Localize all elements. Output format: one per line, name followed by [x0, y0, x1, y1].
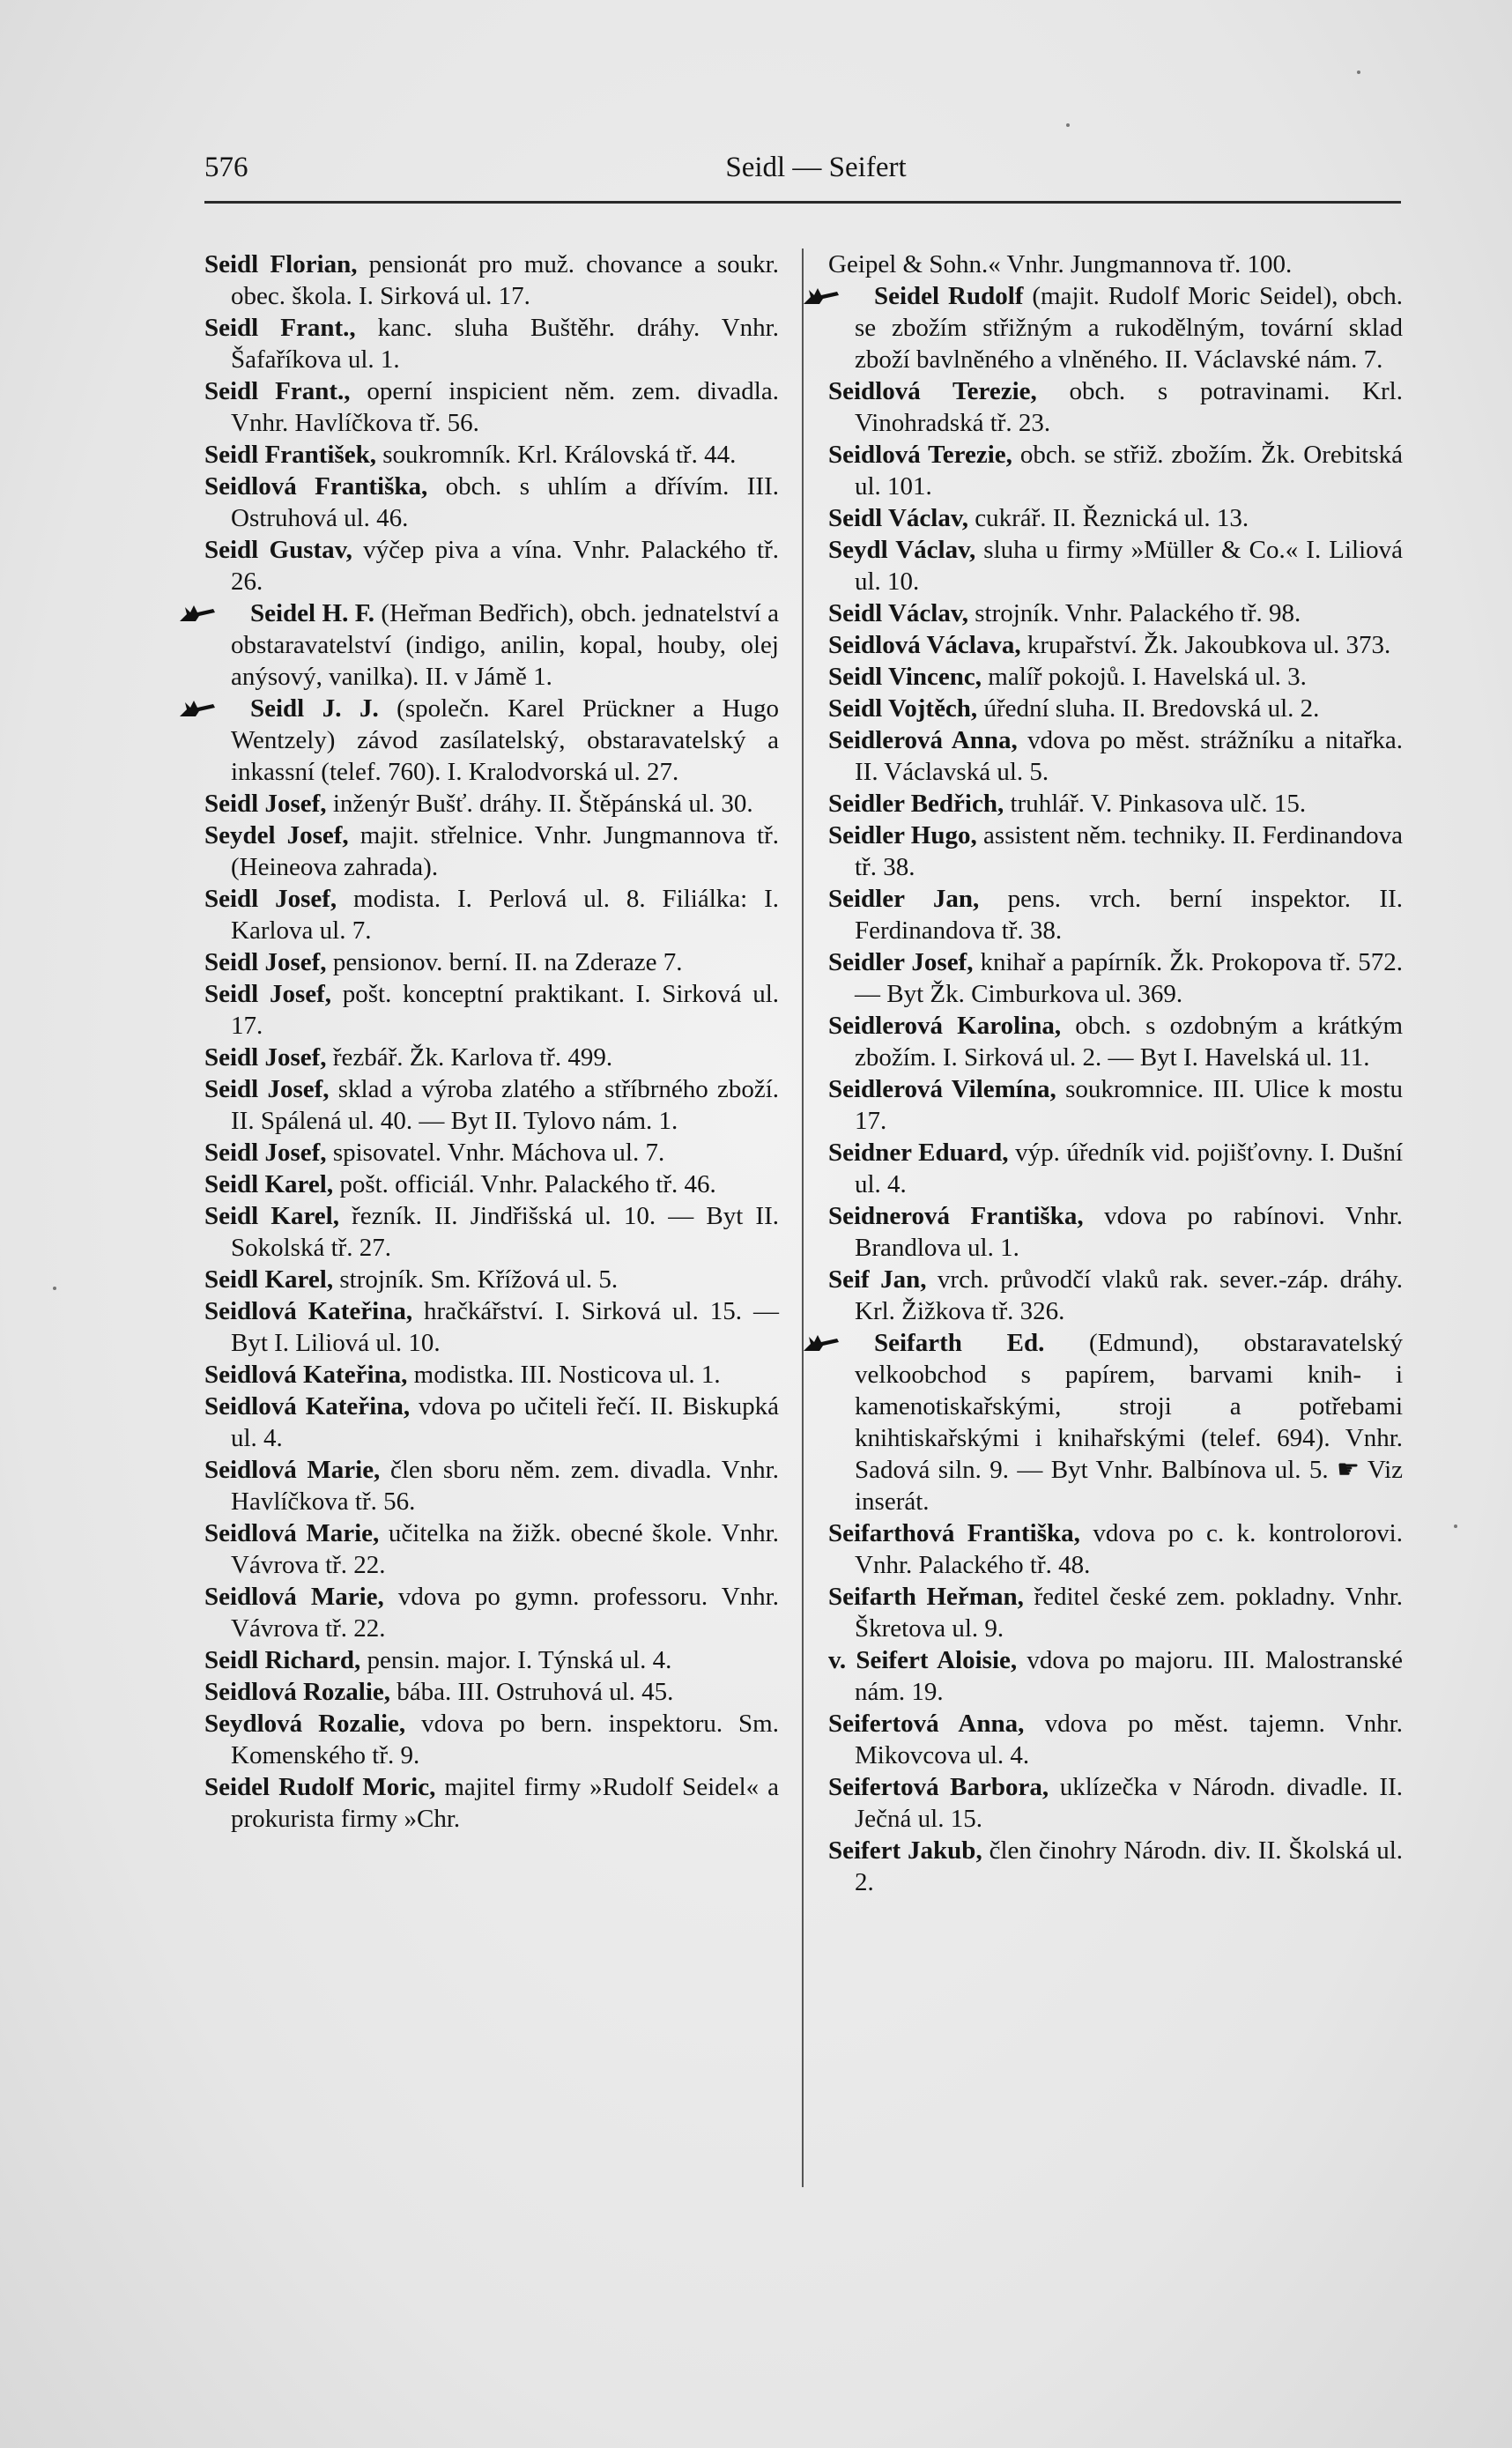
right-column — [828, 249, 1403, 1898]
entry-name: Seifarth Ed. — [874, 1329, 1045, 1357]
directory-entry — [204, 1708, 779, 1771]
entry-details: pens. vrch. berní inspektor. II. Ferdinandova tř. 38. — [855, 885, 1403, 945]
directory-entry — [828, 597, 1403, 629]
page-number: 576 — [204, 152, 248, 183]
entry-details: strojník. Sm. Křížová ul. 5. — [333, 1265, 619, 1294]
directory-entry — [204, 1771, 779, 1835]
left-column — [204, 249, 779, 1835]
entry-name: Seidl Josef, — [204, 980, 332, 1008]
directory-entry — [828, 1517, 1403, 1581]
directory-entry — [828, 1771, 1403, 1835]
entry-name: Seidnerová Františka, — [828, 1202, 1084, 1230]
directory-entry — [828, 1327, 1403, 1517]
entry-details: obch. s ozdobným a krátkým zbožím. I. Sirková ul. 2. — Byt I. Havelská ul. 11. — [855, 1012, 1403, 1072]
entry-details: (majit. Rudolf Moric Seidel), obch. se zbožím střižným a rukodělným, tovární sklad zboží bavlněného a vlněného. II. Václavské nám. 7. — [855, 282, 1404, 374]
entry-details: pensionov. berní. II. na Zderaze 7. — [326, 948, 683, 976]
directory-entry — [204, 1295, 779, 1359]
entry-name: Seydel Josef, — [204, 821, 349, 849]
entry-name: Seifertová Anna, — [828, 1710, 1025, 1738]
entry-details: Geipel & Sohn.« Vnhr. Jungmannova tř. 100. — [828, 250, 1293, 278]
print-speck — [1454, 1524, 1457, 1528]
entry-details: hračkářství. I. Sirková ul. 15. — Byt I. Liliová ul. 10. — [231, 1297, 779, 1357]
entry-details: soukromnice. III. Ulice k mostu 17. — [855, 1075, 1403, 1135]
entry-details: modista. I. Perlová ul. 8. Filiálka: I. Karlova ul. 7. — [231, 885, 779, 945]
entry-details: assistent něm. techniky. II. Ferdinandova tř. 38. — [855, 821, 1403, 881]
directory-entry — [204, 883, 779, 946]
entry-details: vdova po bern. inspektoru. Sm. Komenského tř. 9. — [231, 1710, 779, 1769]
entry-name: Seidl Josef, — [204, 1139, 327, 1167]
directory-entry — [204, 1042, 779, 1073]
directory-entry — [204, 1073, 779, 1137]
entry-details: řezník. II. Jindřišská ul. 10. — Byt II. Sokolská tř. 27. — [231, 1202, 780, 1262]
directory-entry — [204, 788, 779, 820]
directory-entry — [204, 1676, 779, 1708]
entry-details: modistka. III. Nosticova ul. 1. — [407, 1361, 721, 1389]
entry-name: Seidlová Kateřina, — [204, 1392, 411, 1421]
entry-name: Seidel Rudolf — [874, 282, 1024, 310]
entry-details: pensionát pro muž. chovance a soukr. obec. škola. I. Sirková ul. 17. — [231, 250, 779, 310]
entry-details: pošt. officiál. Vnhr. Palackého tř. 46. — [333, 1170, 716, 1198]
directory-entry — [204, 1264, 779, 1295]
entry-details: vrch. průvodčí vlaků rak. sever.-záp. dráhy. Krl. Žižkova tř. 326. — [855, 1265, 1403, 1325]
entry-details: obch. se střiž. zbožím. Žk. Orebitská ul. 101. — [855, 441, 1404, 501]
directory-entry — [204, 597, 779, 693]
column-divider — [802, 249, 804, 2187]
entry-details: vdova po učiteli řečí. II. Biskupká ul. 4. — [231, 1392, 779, 1452]
entry-details: vdova po rabínovi. Vnhr. Brandlova ul. 1. — [855, 1202, 1403, 1262]
entry-name: Seidl Karel, — [204, 1202, 339, 1230]
entry-details: vdova po c. k. kontrolorovi. Vnhr. Palackého tř. 48. — [855, 1519, 1403, 1579]
entry-details: úřední sluha. II. Bredovská ul. 2. — [977, 694, 1320, 723]
print-speck — [53, 1287, 56, 1290]
directory-entry — [204, 1200, 779, 1264]
entry-details: vdova po gymn. professoru. Vnhr. Vávrova tř. 22. — [231, 1583, 779, 1643]
directory-entry — [204, 1168, 779, 1200]
entry-name: Seifert Jakub, — [828, 1836, 982, 1865]
entry-name: Seidner Eduard, — [828, 1139, 1009, 1167]
entry-name: Seidlová Marie, — [204, 1456, 381, 1484]
entry-details: obch. s uhlím a dřívím. III. Ostruhová ul. 46. — [231, 472, 779, 532]
entry-name: Seidler Josef, — [828, 948, 974, 976]
directory-entry — [828, 1644, 1403, 1708]
entry-details: člen činohry Národn. div. II. Školská ul. 2. — [855, 1836, 1403, 1896]
entry-details: vdova po měst. tajemn. Vnhr. Mikovcova ul. 4. — [855, 1710, 1403, 1769]
print-speck — [1066, 123, 1070, 127]
entry-name: Seidler Bedřich, — [828, 790, 1004, 818]
page-header — [204, 148, 1401, 201]
entry-name: Seidl Vincenc, — [828, 663, 982, 691]
entry-details: uklízečka v Národn. divadle. II. Ječná ul. 15. — [855, 1773, 1403, 1833]
entry-details: malíř pokojů. I. Havelská ul. 3. — [982, 663, 1307, 691]
directory-entry — [828, 375, 1403, 439]
directory-entry — [828, 1200, 1403, 1264]
entry-details: vdova po majoru. III. Malostranské nám. 19. — [855, 1646, 1403, 1706]
entry-name: Seidlová Terezie, — [828, 441, 1012, 469]
directory-entry — [828, 534, 1403, 597]
entry-name: Seidl J. J. — [250, 694, 379, 723]
directory-entry — [828, 883, 1403, 946]
entry-details: sklad a výroba zlatého a stříbrného zboží. II. Spálená ul. 40. — Byt II. Tylovo nám. 1. — [231, 1075, 779, 1135]
entry-details: krupařství. Žk. Jakoubkova ul. 373. — [1020, 631, 1391, 659]
entry-name: Seidl Josef, — [204, 790, 327, 818]
entry-details: kanc. sluha Buštěhr. dráhy. Vnhr. Šafaříkova ul. 1. — [231, 314, 779, 374]
entry-details: výčep piva a vína. Vnhr. Palackého tř. 26. — [231, 536, 779, 596]
entry-details: (Edmund), obstaravatelský velkoobchod s papírem, barvami knih- i kamenotiskařskými, stroji a potřebami knihtiskařskými i knihařskými (telef. 694). Vnhr. Sadová siln. 9. — Byt Vnhr. Balbínova ul. 5. ☛ Viz inserát. — [855, 1329, 1403, 1516]
directory-entry — [828, 1010, 1403, 1073]
entry-name: Seifertová Barbora, — [828, 1773, 1049, 1801]
directory-entry — [204, 534, 779, 597]
directory-entry — [204, 375, 779, 439]
entry-name: Seidlerová Vilemína, — [828, 1075, 1056, 1103]
pointing-hand-icon — [204, 696, 243, 719]
entry-name: Seifarthová Františka, — [828, 1519, 1080, 1547]
directory-entry — [204, 1391, 779, 1454]
directory-entry — [828, 1581, 1403, 1644]
entry-name: Seidlová Marie, — [204, 1519, 380, 1547]
entry-details: obch. s potravinami. Krl. Vinohradská tř. 23. — [855, 377, 1403, 437]
entry-details: vdova po měst. strážníku a nitařka. II. Václavská ul. 5. — [855, 726, 1403, 786]
entry-name: Seidlerová Anna, — [828, 726, 1018, 754]
entry-name: Seidl Frant., — [204, 377, 351, 405]
entry-name: Seidel H. F. — [250, 599, 375, 627]
entry-details: řezbář. Žk. Karlova tř. 499. — [326, 1043, 613, 1072]
directory-entry — [204, 1359, 779, 1391]
entry-details: bába. III. Ostruhová ul. 45. — [390, 1678, 674, 1706]
entry-name: Seidl Vojtěch, — [828, 694, 978, 723]
entry-name: Seidlová Václava, — [828, 631, 1021, 659]
entry-details: pensin. major. I. Týnská ul. 4. — [360, 1646, 672, 1674]
entry-name: Seidlová Rozalie, — [204, 1678, 391, 1706]
directory-entry — [828, 788, 1403, 820]
directory-entry — [204, 1644, 779, 1676]
directory-entry — [828, 946, 1403, 1010]
directory-entry — [204, 1454, 779, 1517]
directory-entry — [204, 820, 779, 883]
directory-entry — [204, 312, 779, 375]
entry-details: soukromník. Krl. Královská tř. 44. — [375, 441, 737, 469]
entry-name: Seidl Josef, — [204, 1075, 330, 1103]
entry-name: Seidl Josef, — [204, 948, 327, 976]
entry-details: pošt. konceptní praktikant. I. Sirková ul. 17. — [231, 980, 780, 1040]
entry-name: Seidl Josef, — [204, 885, 337, 913]
directory-entry — [204, 1137, 779, 1168]
directory-entry — [204, 946, 779, 978]
directory-entry — [828, 1264, 1403, 1327]
running-head: Seidl — Seifert — [725, 152, 907, 183]
entry-name: Seidl Frant., — [204, 314, 356, 342]
entry-details: strojník. Vnhr. Palackého tř. 98. — [968, 599, 1301, 627]
entry-details: majit. střelnice. Vnhr. Jungmannova tř. (Heineova zahrada). — [231, 821, 779, 881]
entry-name: Seidler Hugo, — [828, 821, 977, 849]
entry-details: (společn. Karel Prückner a Hugo Wentzely) závod zasílatelský, obstaravatelský a inkassní (telef. 760). I. Kralodvorská ul. 27. — [231, 694, 779, 786]
entry-details: sluha u firmy »Müller & Co.« I. Liliová ul. 10. — [855, 536, 1403, 596]
directory-entry — [204, 1517, 779, 1581]
directory-entry — [204, 471, 779, 534]
directory-entry — [828, 280, 1403, 375]
directory-entry — [204, 978, 779, 1042]
entry-name: Seidlová Marie, — [204, 1583, 384, 1611]
entry-details: výp. úředník vid. pojišťovny. I. Dušní ul. 4. — [855, 1139, 1403, 1198]
entry-name: Seidl Karel, — [204, 1170, 334, 1198]
entry-details: spisovatel. Vnhr. Máchova ul. 7. — [326, 1139, 665, 1167]
entry-name: Seidlerová Karolina, — [828, 1012, 1062, 1040]
directory-entry — [828, 502, 1403, 534]
entry-name: Seidl Václav, — [828, 504, 968, 532]
directory-entry — [204, 1581, 779, 1644]
entry-name: Seidl Florian, — [204, 250, 358, 278]
entry-details: truhlář. V. Pinkasova ulč. 15. — [1004, 790, 1307, 818]
entry-details: knihař a papírník. Žk. Prokopova tř. 572. — Byt Žk. Cimburkova ul. 369. — [855, 948, 1403, 1008]
entry-name: Seidlová Kateřina, — [204, 1361, 408, 1389]
header-rule — [204, 201, 1401, 204]
entry-name: Seidl Gustav, — [204, 536, 352, 564]
entry-details: majitel firmy »Rudolf Seidel« a prokurista firmy »Chr. — [231, 1773, 779, 1833]
entry-name: Seidl Karel, — [204, 1265, 334, 1294]
entry-details: učitelka na žižk. obecné škole. Vnhr. Vávrova tř. 22. — [231, 1519, 779, 1579]
entry-name: Seifarth Heřman, — [828, 1583, 1024, 1611]
directory-entry — [828, 629, 1403, 661]
directory-entry — [828, 439, 1403, 502]
entry-name: Seidl František, — [204, 441, 376, 469]
directory-entry — [204, 249, 779, 312]
entry-details: cukrář. II. Řeznická ul. 13. — [968, 504, 1249, 532]
directory-entry — [828, 1073, 1403, 1137]
directory-entry — [828, 1137, 1403, 1200]
directory-entry — [204, 439, 779, 471]
pointing-hand-icon — [828, 1331, 867, 1354]
pointing-hand-icon — [204, 601, 243, 624]
directory-entry — [828, 1708, 1403, 1771]
pointing-hand-icon — [828, 284, 867, 307]
entry-name: Seydl Václav, — [828, 536, 976, 564]
entry-details: operní inspicient něm. zem. divadla. Vnhr. Havlíčkova tř. 56. — [231, 377, 779, 437]
entry-details: člen sboru něm. zem. divadla. Vnhr. Havlíčkova tř. 56. — [231, 1456, 779, 1516]
directory-entry — [828, 820, 1403, 883]
directory-entry — [828, 249, 1403, 280]
directory-entry — [204, 693, 779, 788]
entry-name: Seidel Rudolf Moric, — [204, 1773, 436, 1801]
directory-entry — [828, 693, 1403, 724]
entry-name: Seidlová Františka, — [204, 472, 428, 501]
entry-details: inženýr Bušť. dráhy. II. Štěpánská ul. 30. — [326, 790, 753, 818]
entry-name: Seidler Jan, — [828, 885, 980, 913]
entry-name: Seydlová Rozalie, — [204, 1710, 406, 1738]
entry-name: Seif Jan, — [828, 1265, 927, 1294]
entry-name: Seidlová Kateřina, — [204, 1297, 413, 1325]
directory-entry — [828, 724, 1403, 788]
entry-name: Seidl Václav, — [828, 599, 968, 627]
print-speck — [1357, 70, 1360, 74]
entry-name: Seidl Richard, — [204, 1646, 361, 1674]
entry-name: v. Seifert Aloisie, — [828, 1646, 1018, 1674]
directory-entry — [828, 661, 1403, 693]
directory-entry — [828, 1835, 1403, 1898]
entry-details: ředitel české zem. pokladny. Vnhr. Škretova ul. 9. — [855, 1583, 1403, 1643]
entry-name: Seidlová Terezie, — [828, 377, 1037, 405]
entry-details: (Heřman Bedřich), obch. jednatelství a obstaravatelství (indigo, anilin, kopal, houby, olej anýsový, vanilka). II. v Jámě 1. — [231, 599, 779, 691]
entry-name: Seidl Josef, — [204, 1043, 327, 1072]
